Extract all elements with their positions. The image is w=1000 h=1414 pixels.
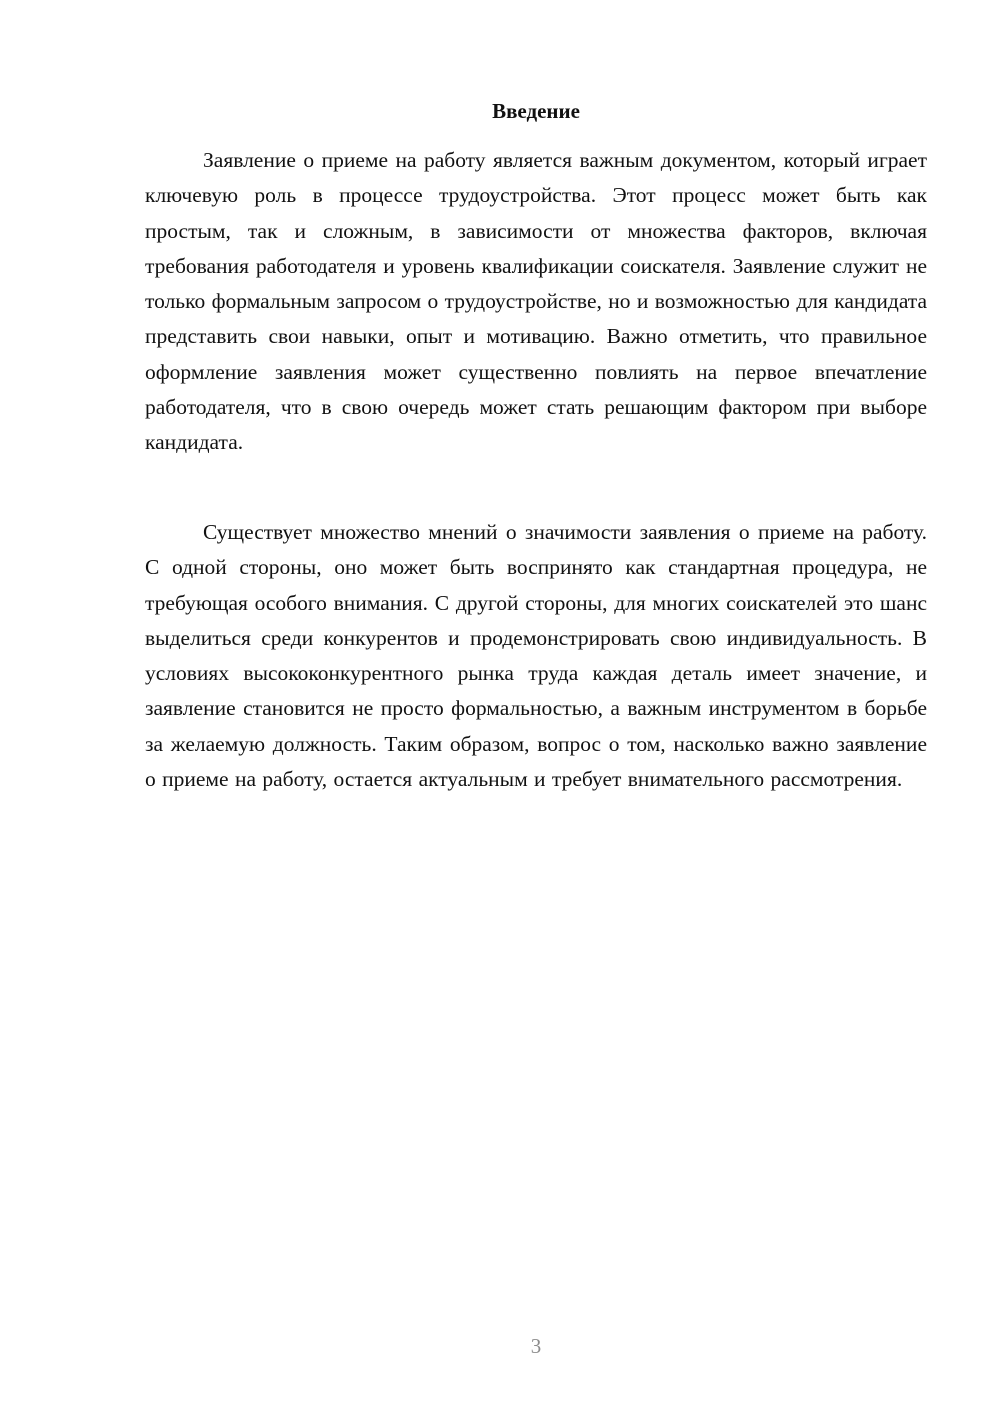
section-heading: Введение bbox=[492, 99, 580, 123]
paragraph-intro: Заявление о приеме на работу является важным документом, который играет ключевую роль в процессе трудоустройства. Этот процесс может быть как простым, так и сложным, в зависимости от множества факторов, включая требования работодателя и уровень квалификации соискателя. Заявление служит не только формальным запросом о трудоустройстве, но и возможностью для кандидата представить свои навыки, опыт и мотивацию. Важно отметить, что правильное оформление заявления может существенно повлиять на первое впечатление работодателя, что в свою очередь может стать решающим фактором при выборе кандидата. bbox=[145, 148, 928, 455]
page-number: 3 bbox=[530, 1334, 542, 1358]
paragraph-opinions: Существует множество мнений о значимости заявления о приеме на работу. С одной стороны, оно может быть воспринято как стандартная процедура, не требующая особого внимания. С другой стороны, для многих соискателей это шанс выделиться среди конкурентов и продемонстрировать свою индивидуальность. В условиях высококонкурентного рынка труда каждая деталь имеет значение, и заявление становится не просто формальностью, а важным инструментом в борьбе за желаемую должность. Таким образом, вопрос о том, насколько важно заявление о приеме на работу, остается актуальным и требует внимательного рассмотрения. bbox=[145, 520, 927, 792]
